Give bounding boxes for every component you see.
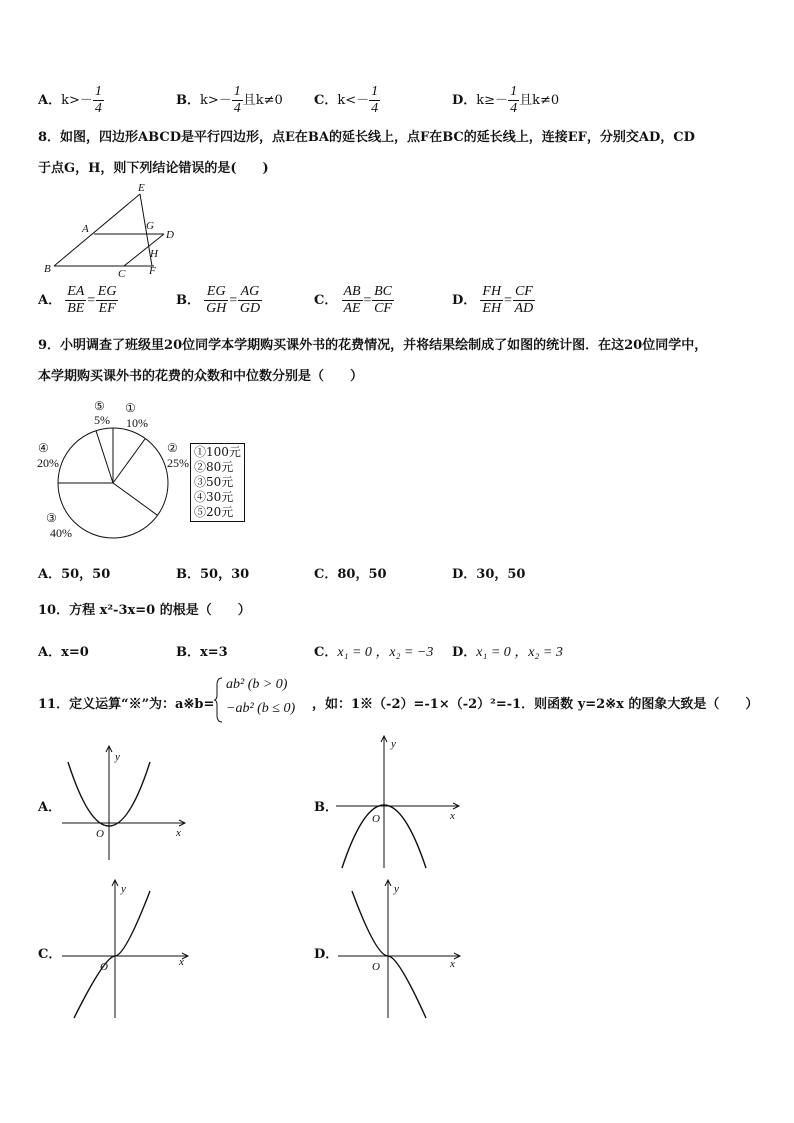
- pie-slice-boundary: [96, 431, 113, 483]
- slice-id-2: ②: [167, 441, 178, 455]
- legend-item: ①100元: [194, 445, 241, 459]
- slice-id-4: ④: [38, 441, 49, 455]
- option-label: A．: [38, 645, 62, 660]
- slice-pct-2: 25%: [167, 456, 189, 470]
- svg-text:y: y: [115, 751, 120, 763]
- slice-pct-4: 20%: [37, 456, 59, 470]
- option-label: B．: [176, 567, 200, 582]
- q9-pie-legend: [190, 443, 245, 522]
- svg-text:O: O: [100, 961, 108, 973]
- q8-text-line2: 于点G，H，则下列结论错误的是( ): [38, 161, 269, 176]
- option-label: B．: [176, 93, 200, 108]
- q9-text-line1: 9．小明调查了班级里20位同学本学期购买课外书的花费情况，并将结果绘制成了如图的统计图．在这20位同学中，: [38, 338, 708, 353]
- slice-pct-1: 10%: [126, 416, 148, 430]
- slice-pct-3: 40%: [50, 526, 72, 540]
- svg-text:O: O: [96, 828, 104, 840]
- option-text: x=3: [200, 645, 228, 660]
- option-label: D．: [452, 93, 477, 108]
- point-label-e: E: [138, 182, 145, 194]
- q8-parallelogram-figure: [36, 180, 186, 280]
- option-label: C．: [314, 567, 338, 582]
- q10-text: 10．方程 x²-3x=0 的根是（ ）: [38, 603, 251, 618]
- segment-cd: [124, 234, 164, 266]
- option-label: D．: [452, 645, 477, 660]
- q9-text-line2: 本学期购买课外书的花费的众数和中位数分别是（ ）: [38, 369, 364, 384]
- fraction-right: $\frac{BC}{CF}$: [374, 284, 392, 316]
- option-text: 50，30: [200, 567, 250, 582]
- option-label: C．: [314, 293, 338, 308]
- svg-text:x: x: [176, 827, 181, 839]
- svg-text:y: y: [391, 738, 396, 750]
- svg-text:O: O: [372, 961, 380, 973]
- q9-option-d[interactable]: [452, 563, 525, 582]
- graph-c-curve: [74, 891, 150, 1018]
- graph-d-curve: [352, 891, 426, 1018]
- slice-pct-5: 5%: [94, 413, 110, 427]
- q11-graph-d[interactable]: [336, 876, 466, 1021]
- q9-option-a[interactable]: [38, 563, 110, 582]
- segment-be: [54, 194, 140, 266]
- q9-pie-chart: [30, 394, 190, 544]
- option-text: 80，50: [337, 567, 387, 582]
- fraction: $\frac{1}{4}$: [94, 84, 102, 116]
- fraction-left: $\frac{EG}{GH}$: [206, 284, 227, 316]
- point-label-h: H: [150, 248, 158, 260]
- option-prefix: k≥－: [476, 93, 509, 108]
- point-label-a: A: [82, 223, 89, 235]
- q7-option-c[interactable]: [314, 84, 380, 117]
- point-label-f: F: [149, 265, 156, 277]
- q8-option-b[interactable]: B． $\frac{EG}{GH}$ = $\frac{AG}{GD}$: [176, 284, 261, 316]
- option-label: D．: [452, 293, 477, 308]
- q7-option-d[interactable]: [452, 84, 559, 117]
- fraction-left: $\frac{EA}{BE}$: [67, 284, 85, 316]
- q8-option-a[interactable]: A． $\frac{EA}{BE}$ = $\frac{EG}{EF}$: [38, 284, 117, 316]
- q11-case1: ab² (b > 0): [226, 677, 288, 692]
- q11-option-b-label[interactable]: B．: [314, 800, 338, 815]
- q11-graph-a[interactable]: [60, 740, 190, 865]
- q10-option-d[interactable]: [452, 641, 563, 661]
- q8-option-c[interactable]: C． $\frac{AB}{AE}$ = $\frac{BC}{CF}$: [314, 284, 392, 316]
- q11-brace: [214, 677, 224, 723]
- option-suffix: 且k≠0: [519, 93, 560, 108]
- q8-text-line1: 8．如图，四边形ABCD是平行四边形，点E在BA的延长线上，点F在BC的延长线上，连接EF，分别交AD，CD: [38, 130, 695, 145]
- svg-text:y: y: [121, 883, 126, 895]
- pie-slice-boundary: [113, 483, 158, 515]
- option-label: C．: [314, 645, 338, 660]
- fraction-right: $\frac{AG}{GD}$: [239, 284, 261, 316]
- option-label: B．: [176, 293, 200, 308]
- q7-option-a[interactable]: [38, 84, 104, 117]
- svg-text:x: x: [450, 810, 455, 822]
- option-label: B．: [176, 645, 200, 660]
- fraction-left: $\frac{FH}{EH}$: [482, 284, 502, 316]
- fraction: $\frac{1}{4}$: [510, 84, 518, 116]
- q7-option-b[interactable]: [176, 84, 283, 117]
- q11-option-d-label[interactable]: D．: [314, 947, 339, 962]
- svg-text:x: x: [179, 956, 184, 968]
- q10-option-b[interactable]: [176, 641, 228, 660]
- option-label: A．: [38, 93, 62, 108]
- legend-item: ②80元: [194, 460, 234, 474]
- fraction-left: $\frac{AB}{AE}$: [343, 284, 361, 316]
- option-prefix: k>－: [61, 93, 93, 108]
- option-label: A．: [38, 567, 62, 582]
- q11-prefix: 11．定义运算“※”为：a※b=: [38, 697, 215, 712]
- q10-option-a[interactable]: [38, 641, 89, 660]
- q11-case2: −ab² (b ≤ 0): [226, 701, 296, 716]
- q11-graph-b[interactable]: [334, 732, 464, 872]
- point-label-b: B: [44, 263, 51, 275]
- option-prefix: k>－: [200, 93, 232, 108]
- q8-option-d[interactable]: D． $\frac{FH}{EH}$ = $\frac{CF}{AD}$: [452, 284, 534, 316]
- option-label: A．: [38, 293, 62, 308]
- fraction-right: $\frac{EG}{EF}$: [97, 284, 117, 316]
- q11-graph-c[interactable]: [60, 876, 195, 1021]
- fraction: $\frac{1}{4}$: [371, 84, 379, 116]
- option-text: 30，50: [476, 567, 526, 582]
- option-label: D．: [452, 567, 477, 582]
- option-text: x=0: [61, 645, 89, 660]
- option-text: x₁ = 0 ，x₂ = 3: [476, 645, 563, 660]
- option-label: C．: [314, 93, 338, 108]
- option-text: x₁ = 0 ，x₂ = −3: [337, 645, 434, 660]
- pie-slice-boundary: [113, 439, 145, 484]
- fraction: $\frac{1}{4}$: [233, 84, 241, 116]
- slice-id-3: ③: [46, 511, 57, 525]
- point-label-c: C: [118, 268, 126, 280]
- legend-item: ⑤20元: [194, 505, 234, 519]
- svg-text:y: y: [394, 883, 399, 895]
- svg-text:x: x: [450, 958, 455, 970]
- option-suffix: 且k≠0: [242, 93, 283, 108]
- q10-option-c[interactable]: [314, 641, 433, 661]
- q11-option-a-label[interactable]: A．: [38, 800, 62, 815]
- q11-option-c-label[interactable]: C．: [38, 947, 62, 962]
- option-prefix: k<－: [337, 93, 370, 108]
- legend-item: ④30元: [194, 490, 234, 504]
- legend-item: ③50元: [194, 475, 234, 489]
- point-label-d: D: [166, 229, 174, 241]
- svg-text:O: O: [372, 813, 380, 825]
- point-label-g: G: [146, 220, 154, 232]
- slice-id-1: ①: [125, 401, 136, 415]
- q9-option-c[interactable]: [314, 563, 387, 582]
- slice-id-5: ⑤: [94, 399, 105, 413]
- q11-suffix: ，如：1※（-2）=-1×（-2）²=-1．则函数 y=2※x 的图象大致是（ ）: [312, 697, 759, 712]
- q9-option-b[interactable]: [176, 563, 249, 582]
- fraction-right: $\frac{CF}{AD}$: [514, 284, 534, 316]
- option-text: 50，50: [61, 567, 111, 582]
